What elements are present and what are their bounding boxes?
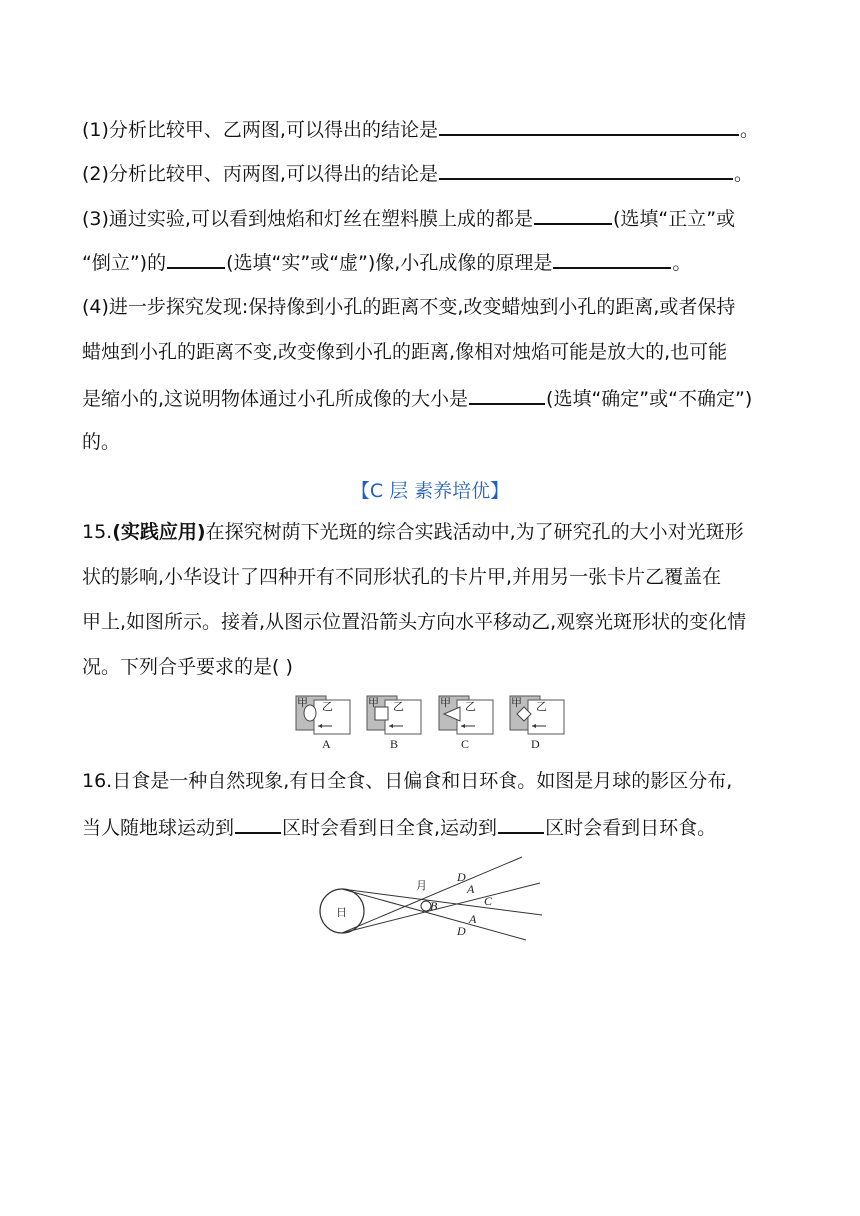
q14-part1-text: (1)分析比较甲、乙两图,可以得出的结论是 (82, 119, 438, 141)
q15-text: 在探究树荫下光斑的综合实践活动中,为了研究孔的大小对光斑形 (205, 521, 744, 543)
q15-line4 (82, 655, 293, 679)
card-yi-label: 乙 (322, 700, 333, 713)
q14-part3-line1 (82, 205, 735, 231)
option-label: D (531, 737, 540, 751)
q14-part1 (82, 116, 759, 142)
moon-label: 月 (416, 879, 427, 892)
question-tag: (实践应用) (112, 521, 206, 543)
region-label: A (469, 912, 477, 926)
answer-blank[interactable] (469, 385, 545, 405)
option-b-diagram (367, 696, 421, 751)
option-label: A (322, 737, 331, 751)
region-label: D (457, 870, 466, 884)
sun-label: 日 (336, 906, 347, 919)
q14-part3-text: (选填“正立”或 (612, 208, 736, 230)
region-label: C (484, 894, 493, 908)
card-jia-label: 甲 (440, 696, 451, 709)
q14-part4-line4 (82, 430, 120, 454)
section-title: 【C 层 素养培优】 (350, 480, 510, 502)
option-a-diagram (296, 696, 350, 751)
q16-text: 区时会看到日环食。 (545, 817, 717, 839)
period: 。 (739, 119, 759, 141)
eclipse-shadow-diagram (316, 855, 548, 945)
option-d-diagram (510, 696, 564, 751)
q14-part4-text: 蜡烛到小孔的距离不变,改变像到小孔的距离,像相对烛焰可能是放大的,也可能 (82, 341, 728, 363)
answer-blank[interactable] (439, 160, 733, 180)
q15-text: 甲上,如图所示。接着,从图示位置沿箭头方向水平移动乙,观察光斑形状的变化情 (82, 611, 747, 633)
q15-line2 (82, 565, 721, 589)
card-yi-label: 乙 (536, 700, 547, 713)
option-c-diagram (439, 696, 493, 751)
region-label: A (467, 882, 475, 896)
answer-blank[interactable] (498, 814, 544, 834)
q16-line2 (82, 814, 716, 840)
option-label: B (390, 737, 399, 751)
q14-part3-line2 (82, 249, 691, 275)
q15-line3 (82, 610, 746, 634)
q16-text: 区时会看到日全食,运动到 (282, 817, 498, 839)
q16-line1 (82, 769, 732, 793)
card-yi-label: 乙 (465, 700, 476, 713)
q14-part4-line2 (82, 340, 727, 364)
q16-text: 16.日食是一种自然现象,有日全食、日偏食和日环食。如图是月球的影区分布, (82, 770, 733, 792)
period: 。 (733, 163, 753, 185)
option-label: C (461, 737, 470, 751)
q14-part4-line3 (82, 385, 752, 411)
q14-part2-text: (2)分析比较甲、丙两图,可以得出的结论是 (82, 163, 438, 185)
q14-part4-text: 的。 (82, 431, 121, 453)
q14-part4-text: 是缩小的,这说明物体通过小孔所成像的大小是 (82, 388, 469, 410)
answer-blank[interactable] (167, 249, 225, 269)
answer-blank[interactable] (534, 205, 612, 225)
q15-text: 状的影响,小华设计了四种开有不同形状孔的卡片甲,并用另一张卡片乙覆盖在 (82, 566, 722, 588)
q14-part2 (82, 160, 753, 186)
q15-figure (294, 692, 574, 752)
q14-part4-text: (4)进一步探究发现:保持像到小孔的距离不变,改变蜡烛到小孔的距离,或者保持 (82, 296, 736, 318)
q14-part3-text: (3)通过实验,可以看到烛焰和灯丝在塑料膜上成的都是 (82, 208, 533, 230)
period: 。 (672, 252, 692, 274)
question-number: 15. (82, 521, 113, 543)
q14-part3-text: “倒立”)的 (82, 252, 167, 274)
q14-part4-line1 (82, 295, 735, 319)
answer-blank[interactable] (235, 814, 281, 834)
region-label: D (457, 924, 466, 938)
region-label: B (430, 899, 438, 913)
q15-line1 (82, 520, 744, 544)
q16-text: 当人随地球运动到 (82, 817, 235, 839)
card-yi-label: 乙 (393, 700, 404, 713)
q14-part3-text: (选填“实”或“虚”)像,小孔成像的原理是 (226, 252, 553, 274)
q14-part4-text: (选填“确定”或“不确定”) (546, 388, 753, 410)
q15-text: 况。下列合乎要求的是( ) (82, 656, 293, 678)
card-jia-label: 甲 (368, 696, 379, 709)
card-jia-label: 甲 (511, 696, 522, 709)
answer-blank[interactable] (553, 249, 671, 269)
answer-blank[interactable] (439, 116, 739, 136)
card-jia-label: 甲 (297, 696, 308, 709)
